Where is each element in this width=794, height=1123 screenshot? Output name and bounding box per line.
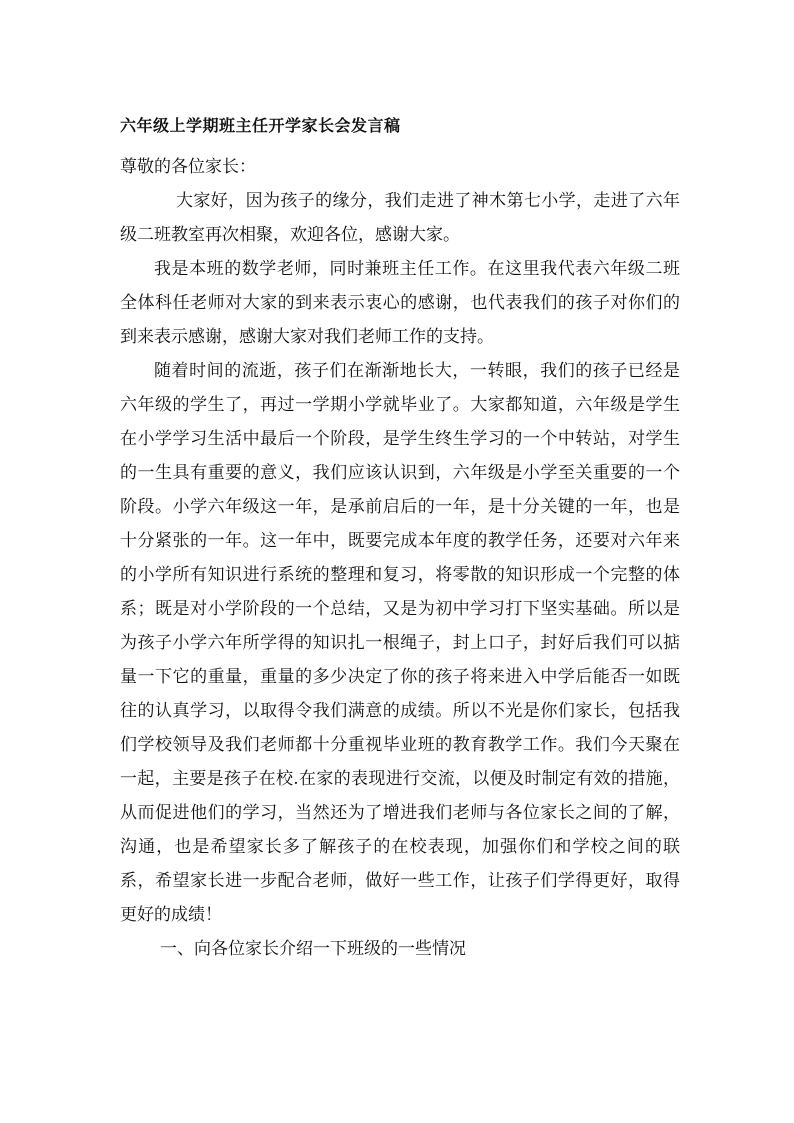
paragraph-welcome: 大家好，因为孩子的缘分，我们走进了神木第七小学，走进了六年级二班教室再次相聚，欢迎各位，感谢大家。 — [120, 191, 680, 245]
document-title: 六年级上学期班主任开学家长会发言稿 — [120, 116, 401, 135]
salutation: 尊敬的各位家长： — [120, 157, 256, 177]
paragraph-introduction: 我是本班的数学老师，同时兼班主任工作。在这里我代表六年级二班全体科任老师对大家的到来表示衷心的感谢，也代表我们的孩子对你们的到来表示感谢，感谢大家对我们老师工作的支持。 — [120, 259, 680, 347]
paragraph-main-body: 随着时间的流逝，孩子们在渐渐地长大，一转眼，我们的孩子已经是六年级的学生了，再过一学期小学就毕业了。大家都知道，六年级是学生在小学学习生活中最后一个阶段，是学生终生学习的一个中转站，对学生的一生具有重要的意义，我们应该认识到，六年级是小学至关重要的一个阶段。小学六年级这一年，是承前启后的一年，是十分关键的一年，也是十分紧张的一年。这一年中，既要完成本年度的教学任务，还要对六年来的小学所有知识进行系统的整理和复习，将零散的知识形成一个完整的体系；既是对小学阶段的一个总结，又是为初中学习打下坚实基础。所以是为孩子小学六年所学得的知识扎一根绳子，封上口子，封好后我们可以掂量一下它的重量，重量的多少决定了你的孩子将来进入中学后能否一如既往的认真学习，以取得令我们满意的成绩。所以不光是你们家长，包括我们学校领导及我们老师都十分重视毕业班的教育教学工作。我们今天聚在一起，主要是孩子在校.在家的表现进行交流，以便及时制定有效的措施，从而促进他们的学习，当然还为了增进我们老师与各位家长之间的了解，沟通，也是希望家长多了解孩子的在校表现，加强你们和学校之间的联系，希望家长进一步配合老师，做好一些工作，让孩子们学得更好，取得更好的成绩！ — [120, 361, 680, 925]
section-heading: 一、向各位家长介绍一下班级的一些情况 — [160, 939, 466, 959]
document-page — [120, 112, 680, 966]
